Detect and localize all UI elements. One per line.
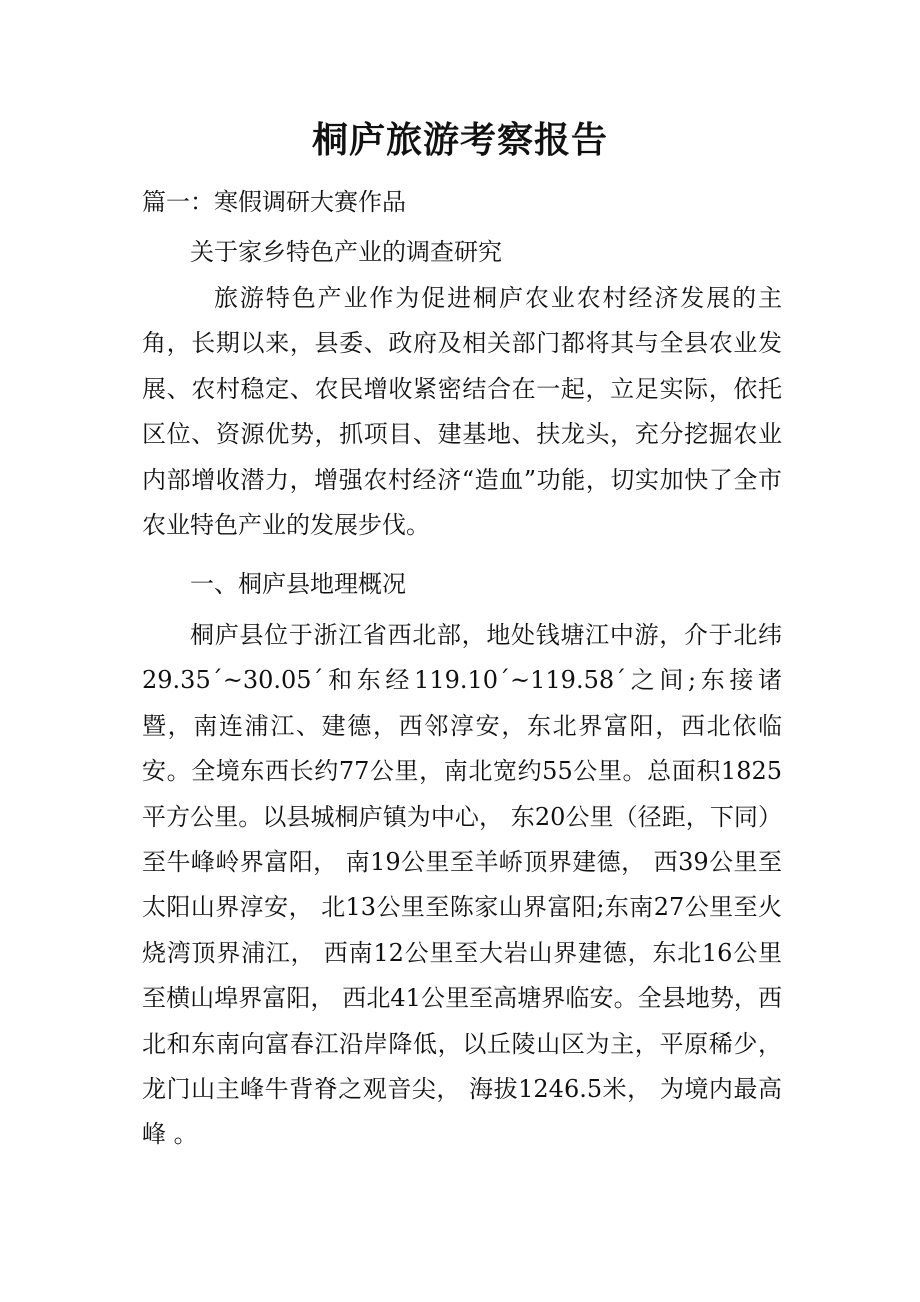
section-heading-geography: 一、桐庐县地理概况	[190, 570, 406, 598]
intro-paragraph: 旅游特色产业作为促进桐庐农业农村经济发展的主角，长期以来，县委、政府及相关部门都将其与全县农业发展、农村稳定、农民增收紧密结合在一起，立足实际，依托区位、资源优势，抓项目、建基地、扶龙头，充分挖掘农业内部增收潜力，增强农村经济“造血”功能，切实加快了全市农业特色产业的发展步伐。	[142, 284, 782, 540]
section-label: 篇一：寒假调研大赛作品	[142, 188, 406, 216]
report-subtitle: 关于家乡特色产业的调查研究	[190, 238, 502, 266]
document-title: 桐庐旅游考察报告	[311, 119, 608, 161]
geography-paragraph: 桐庐县位于浙江省西北部，地处钱塘江中游，介于北纬29.35´~30.05´和东经119.10´~119.58´之间;东接诸暨，南连浦江、建德，西邻淳安，东北界富阳，西北依临安。全境东西长约77公里，南北宽约55公里。总面积1825平方公里。以县城桐庐镇为中心， 东20公里（径距，下同）至牛峰岭界富阳， 南19公里至羊峤顶界建德， 西39公里至太阳山界淳安， 北13公里至陈家山界富阳;东南27公里至火烧湾顶界浦江， 西南12公里至大岩山界建德，东北16公里至横山埠界富阳， 西北41公里至高塘界临安。全县地势，西北和东南向富春江沿岸降低，以丘陵山区为主，平原稀少，龙门山主峰牛背脊之观音尖， 海拔1246.5米， 为境内最高峰 。	[142, 621, 782, 1149]
